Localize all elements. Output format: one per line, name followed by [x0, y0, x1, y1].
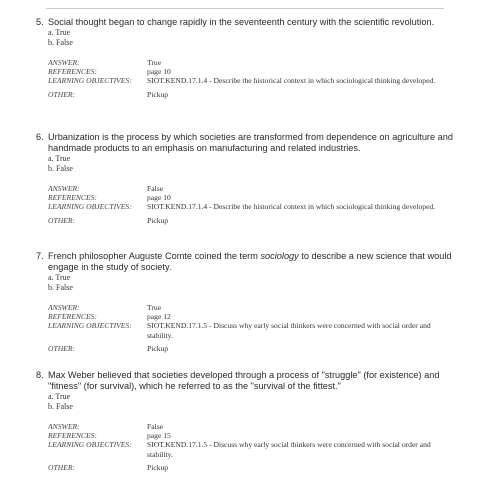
other-label: OTHER:: [48, 215, 75, 225]
question-5: [36, 17, 456, 99]
question-7: [36, 251, 456, 353]
answer-metadata: [48, 184, 456, 225]
objectives-label: LEARNING OBJECTIVES:: [48, 202, 132, 212]
answer-label: ANSWER:: [48, 58, 80, 67]
other-label: OTHER:: [48, 343, 75, 353]
answer-label: ANSWER:: [48, 303, 80, 312]
option-true: a. True: [48, 154, 71, 163]
other-value: Pickup: [147, 89, 169, 99]
answer-label: ANSWER:: [48, 422, 80, 431]
objectives-label: LEARNING OBJECTIVES:: [48, 440, 132, 450]
objectives-value: SIOT.KEND.17.1.4 - Describe the historical context in which sociological thinking developed.: [147, 202, 436, 212]
term-sociology: sociology: [260, 251, 299, 261]
objectives-label: LEARNING OBJECTIVES:: [48, 76, 132, 86]
references-value: page 10: [147, 193, 171, 203]
question-text: 6. Urbanization is the process by which societies are transformed from dependence on agriculture and handmade products to an emphasis on manufacturing and related industries.: [36, 132, 453, 153]
answer-value: True: [147, 303, 162, 312]
references-label: REFERENCES:: [48, 193, 97, 203]
answer-metadata: [48, 303, 456, 353]
references-value: page 10: [147, 67, 171, 77]
question-number: 8.: [36, 370, 44, 380]
answer-metadata: [48, 58, 456, 99]
top-divider: [46, 8, 444, 9]
option-false: b. False: [48, 38, 73, 47]
answer-metadata: [48, 422, 456, 472]
references-label: REFERENCES:: [48, 67, 97, 77]
other-value: Pickup: [147, 343, 169, 353]
question-number: 7.: [36, 251, 44, 261]
answer-value: False: [147, 422, 164, 431]
other-label: OTHER:: [48, 462, 75, 472]
option-true: a. True: [48, 392, 71, 401]
references-label: REFERENCES:: [48, 312, 97, 322]
answer-value: True: [147, 58, 162, 67]
objectives-label: LEARNING OBJECTIVES:: [48, 321, 132, 331]
objectives-value: SIOT.KEND.17.1.5 - Discuss why early social thinkers were concerned with social order and stability.: [147, 440, 431, 459]
option-false: b. False: [48, 402, 73, 411]
references-value: page 15: [147, 431, 171, 441]
other-value: Pickup: [147, 462, 169, 472]
other-label: OTHER:: [48, 89, 75, 99]
option-true: a. True: [48, 273, 71, 282]
question-text: 8. Max Weber believed that societies developed through a process of "struggle" (for existence) and "fitness" (for survival), which he referred to as the "survival of the fittest.": [36, 370, 440, 391]
option-false: b. False: [48, 283, 73, 292]
question-text: 7. French philosopher Auguste Comte coined the term sociology to describe a new science that would engage in the study of society.: [36, 251, 452, 272]
question-number: 6.: [36, 132, 44, 142]
question-number: 5.: [36, 17, 44, 27]
objectives-value: SIOT.KEND.17.1.5 - Discuss why early social thinkers were concerned with social order and stability.: [147, 321, 431, 340]
answer-label: ANSWER:: [48, 184, 80, 193]
question-text: 5. Social thought began to change rapidly in the seventeenth century with the scientific revolution.: [36, 17, 435, 27]
other-value: Pickup: [147, 215, 169, 225]
option-true: a. True: [48, 28, 71, 37]
question-6: [36, 132, 456, 225]
references-value: page 12: [147, 312, 171, 322]
option-false: b. False: [48, 164, 73, 173]
answer-value: False: [147, 184, 164, 193]
references-label: REFERENCES:: [48, 431, 97, 441]
objectives-value: SIOT.KEND.17.1.4 - Describe the historical context in which sociological thinking developed.: [147, 76, 436, 86]
question-8: [36, 370, 456, 472]
